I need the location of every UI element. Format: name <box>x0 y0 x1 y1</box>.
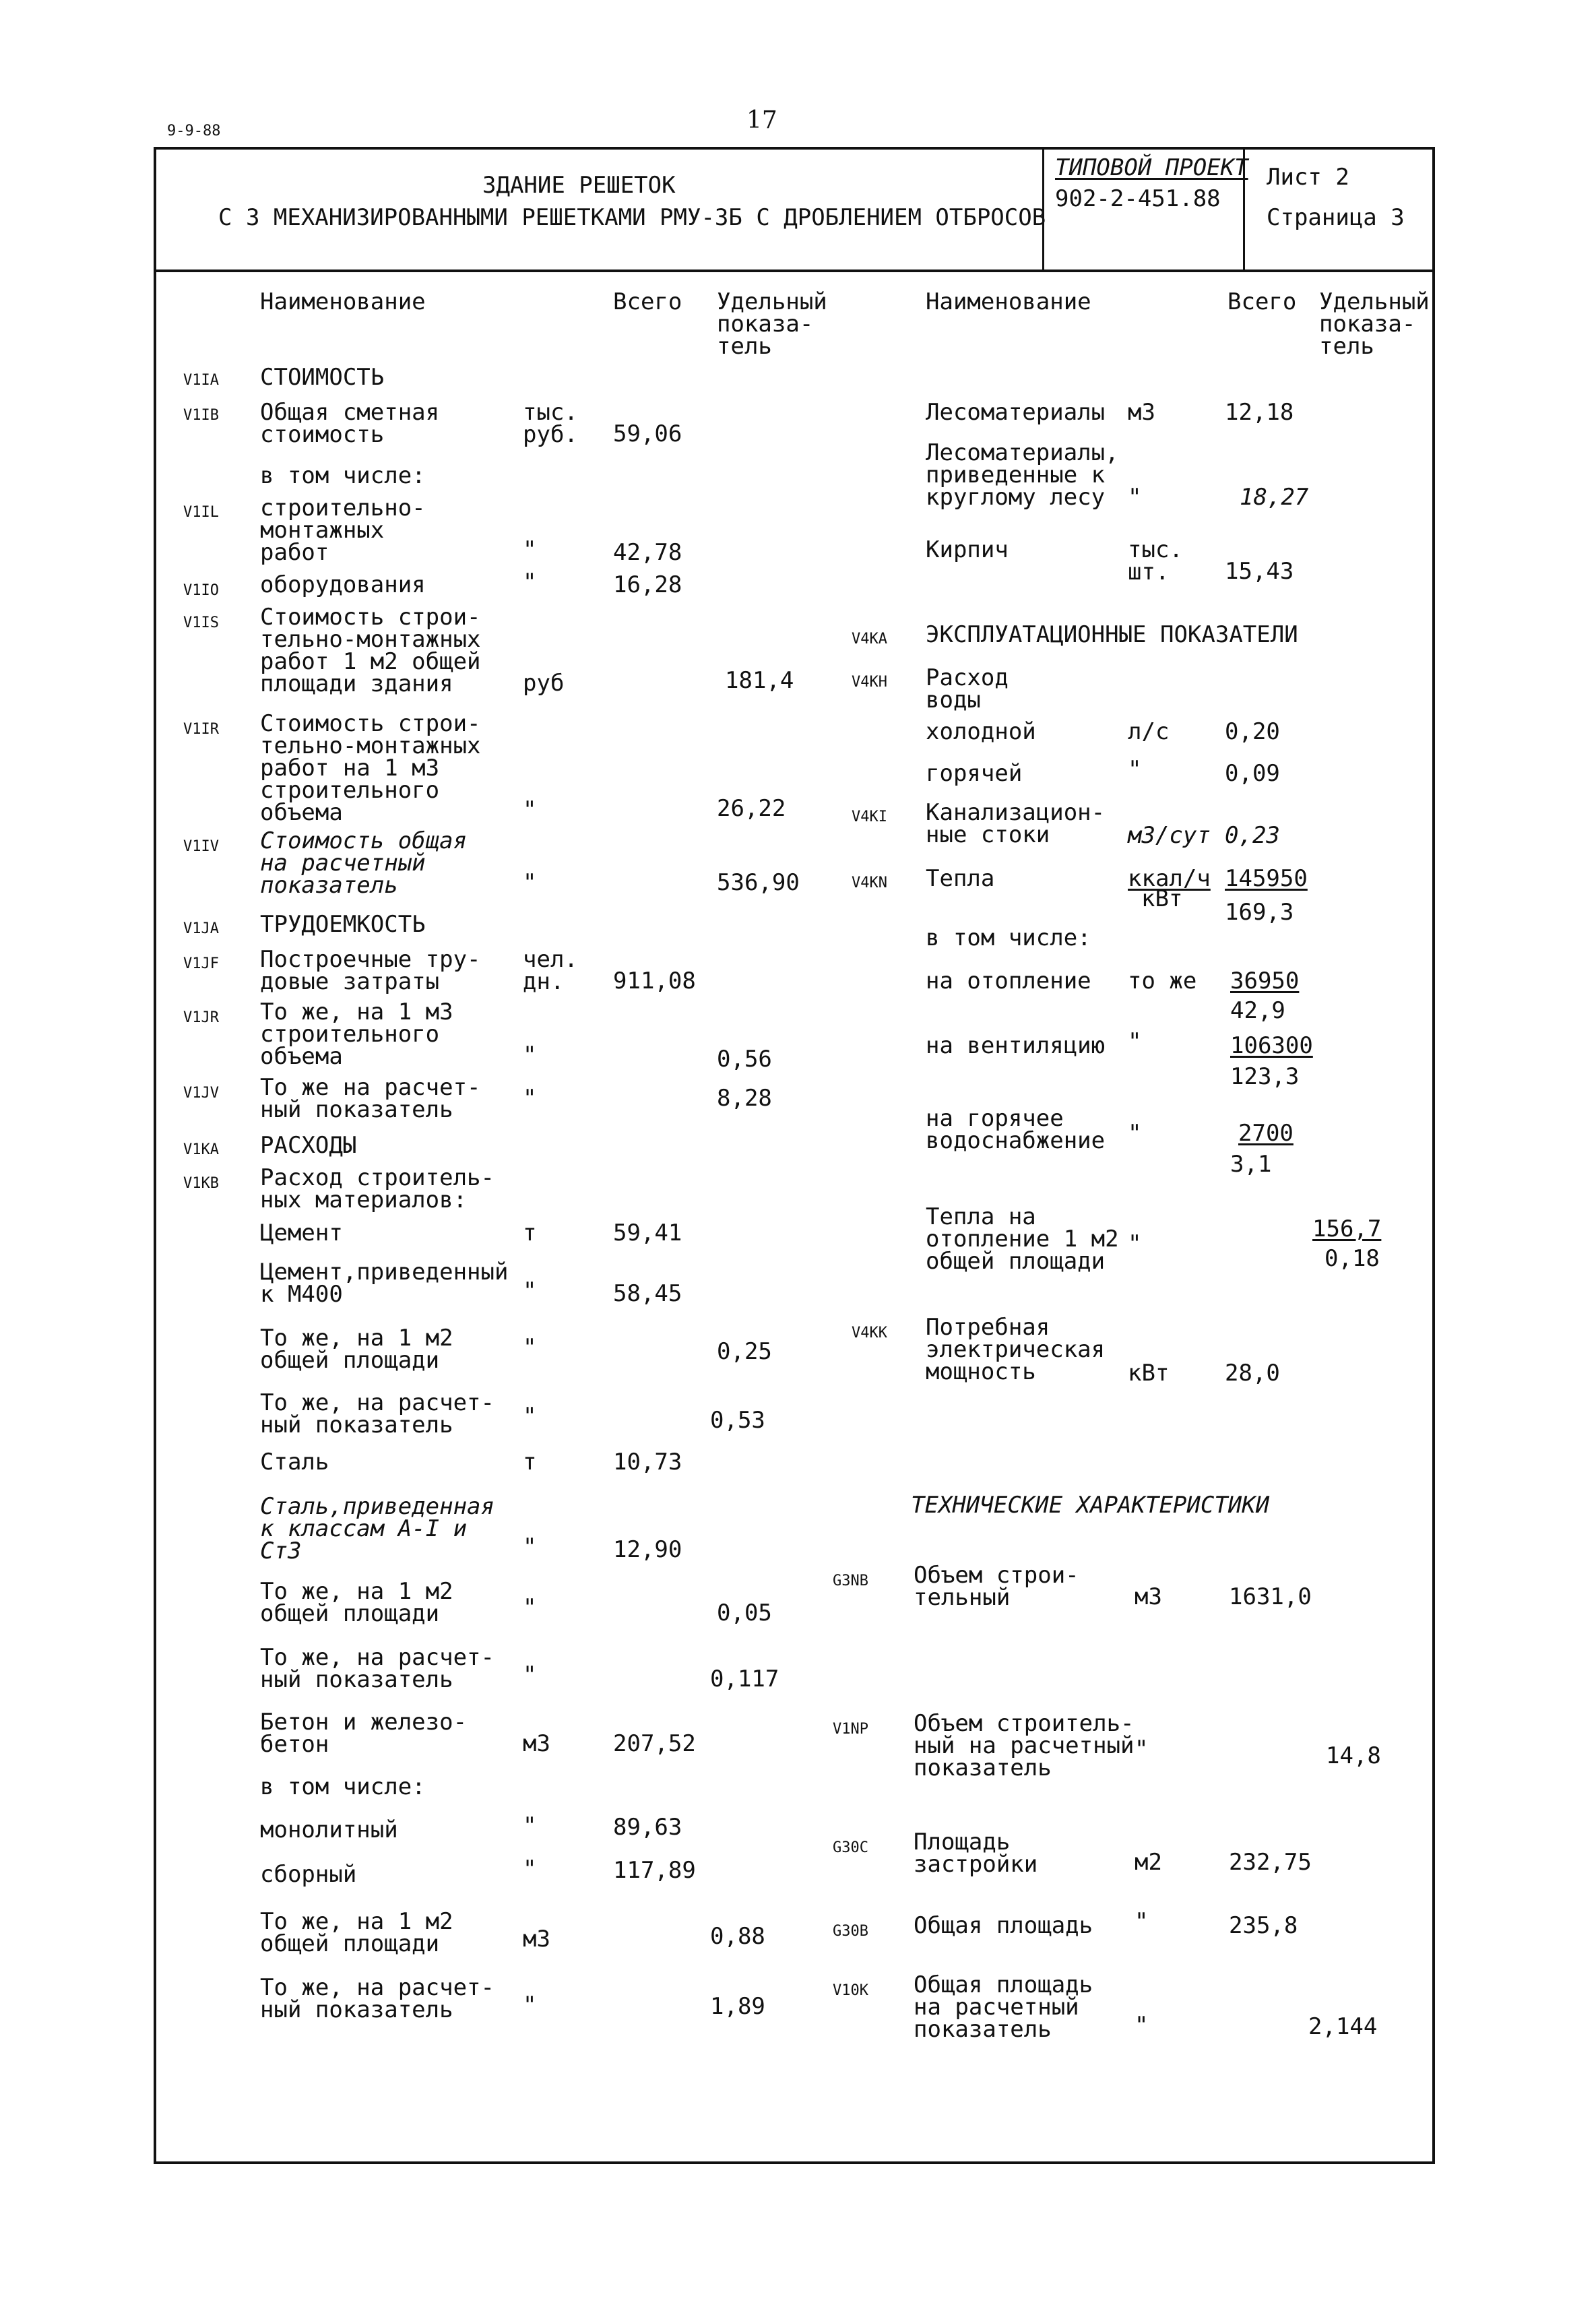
row-total: 16,28 <box>613 571 682 598</box>
row-label: Расход строитель- ных материалов: <box>260 1164 494 1213</box>
row-unit: м3 <box>1128 399 1155 426</box>
row-unit: м3/сут <box>1128 822 1211 849</box>
row-unit: " <box>523 536 537 563</box>
row-unit: " <box>523 1594 537 1621</box>
section-heading: ЭКСПЛУАТАЦИОННЫЕ ПОКАЗАТЕЛИ <box>926 621 1298 648</box>
row-total: 106300 <box>1230 1032 1313 1059</box>
row-label: То же, на расчет- ный показатель <box>260 1389 494 1438</box>
project-number: 902-2-451.88 <box>1055 185 1221 212</box>
row-label: Объем строи- тельный <box>914 1562 1079 1611</box>
row-unit: " <box>523 1334 537 1361</box>
row-label: То же, на расчет- ный показатель <box>260 1644 494 1693</box>
row-label: Тепла <box>926 865 995 892</box>
row-code: V4KH <box>852 674 887 691</box>
row-code: V1JV <box>183 1085 219 1102</box>
row-code: V1IV <box>183 838 219 855</box>
row-total: 15,43 <box>1225 558 1294 585</box>
row-specific: 2,144 <box>1308 2013 1378 2040</box>
row-specific: 0,05 <box>717 1600 772 1626</box>
row-label: Тепла на отопление 1 м2 общей площади <box>926 1203 1119 1275</box>
row-label: То же, на 1 м3 строительного объема <box>260 999 453 1070</box>
row-total: 59,06 <box>613 420 682 447</box>
row-unit: тыс. руб. <box>523 399 578 448</box>
document-code: 9-9-88 <box>167 123 221 139</box>
row-unit: " <box>523 1812 537 1839</box>
right-header-name: Наименование <box>926 288 1091 315</box>
row-label: Лесоматериалы, приведенные к круглому лесу <box>926 439 1119 511</box>
title-block-bottom-line <box>154 270 1432 272</box>
row-code: V1JF <box>183 955 219 972</box>
row-label: Стоимость строи- тельно-монтажных работ 1 м2 общей площади здания <box>260 604 481 697</box>
row-unit: чел. дн. <box>523 946 578 995</box>
row-label: Кирпич <box>926 536 1009 563</box>
row-total: 58,45 <box>613 1280 682 1307</box>
row-label: Общая сметная стоимость <box>260 399 440 448</box>
row-label: Построечные тру- довые затраты <box>260 946 481 995</box>
row-label: сборный <box>260 1861 357 1888</box>
row-total-secondary: 42,9 <box>1230 997 1285 1024</box>
section-heading: ТЕХНИЧЕСКИЕ ХАРАКТЕРИСТИКИ <box>911 1492 1270 1519</box>
title-line-2: С 3 МЕХАНИЗИРОВАННЫМИ РЕШЕТКАМИ РМУ-3Б С ДРОБЛЕНИЕМ ОТБРОСОВ <box>218 204 1046 231</box>
row-label: Объем строитель- ный на расчетный показатель <box>914 1710 1135 1781</box>
row-code: V4KI <box>852 809 887 825</box>
row-code: G3NB <box>833 1573 868 1589</box>
left-header-specific: Удельный показа- тель <box>717 288 827 360</box>
row-label: Стоимость строи- тельно-монтажных работ на 1 м3 строительного объема <box>260 710 481 826</box>
row-unit: " <box>1135 1908 1149 1935</box>
row-code: V1KB <box>183 1175 219 1192</box>
sheet-number: Лист 2 <box>1267 164 1349 191</box>
row-specific: 0,25 <box>717 1338 772 1365</box>
row-label: Площадь застройки <box>914 1829 1038 1878</box>
row-specific: 0,88 <box>710 1923 765 1950</box>
row-total: 18,27 <box>1240 484 1309 511</box>
row-unit: " <box>523 796 537 823</box>
row-unit-secondary: кВт <box>1141 885 1183 912</box>
row-specific: 14,8 <box>1326 1742 1381 1769</box>
row-unit: " <box>523 1992 537 2019</box>
row-label: То же, на 1 м2 общей площади <box>260 1578 453 1627</box>
row-total: 89,63 <box>613 1814 682 1841</box>
row-unit: м3 <box>523 1926 550 1953</box>
row-label: Потребная электрическая мощность <box>926 1314 1106 1385</box>
row-total: 12,90 <box>613 1536 682 1563</box>
title-line-1: ЗДАНИЕ РЕШЕТОК <box>482 172 676 199</box>
row-code: V4KK <box>852 1325 887 1341</box>
row-specific: 156,7 <box>1312 1215 1382 1242</box>
row-label: Расход воды <box>926 664 1009 714</box>
row-code: V4KA <box>852 631 887 647</box>
row-unit: " <box>1128 1230 1142 1257</box>
row-unit: л/с <box>1128 718 1170 745</box>
row-unit: " <box>1128 1120 1142 1147</box>
row-unit: " <box>523 869 537 896</box>
row-specific: 0,56 <box>717 1046 772 1073</box>
row-label: Сталь,приведенная к классам А-I и Ст3 <box>260 1493 494 1564</box>
row-total: 235,8 <box>1229 1912 1298 1939</box>
row-label: Общая площадь <box>914 1912 1093 1939</box>
row-total: 207,52 <box>613 1730 696 1757</box>
row-total: 59,41 <box>613 1220 682 1246</box>
row-unit: т <box>523 1220 537 1246</box>
row-label: Сталь <box>260 1449 329 1476</box>
row-unit: " <box>1135 1736 1149 1763</box>
row-label: Общая площадь на расчетный показатель <box>914 1971 1093 2043</box>
row-total-secondary: 169,3 <box>1225 899 1294 926</box>
row-specific: 0,53 <box>710 1407 765 1434</box>
row-total: 117,89 <box>613 1857 696 1884</box>
row-code: G30B <box>833 1923 868 1940</box>
right-header-specific: Удельный показа- тель <box>1319 288 1430 360</box>
left-header-name: Наименование <box>260 288 426 315</box>
row-unit: " <box>523 1856 537 1882</box>
row-specific: 181,4 <box>725 667 794 694</box>
row-unit: ккал/ч <box>1128 865 1211 892</box>
row-total: 0,20 <box>1225 718 1280 745</box>
row-unit: м3 <box>523 1730 550 1757</box>
row-label: в том числе: <box>260 462 426 489</box>
row-total: 1631,0 <box>1229 1583 1312 1610</box>
row-unit: то же <box>1128 968 1197 994</box>
row-unit: " <box>523 1661 537 1688</box>
row-unit: " <box>523 1085 537 1112</box>
row-label: То же на расчет- ный показатель <box>260 1074 481 1123</box>
row-code: V1JA <box>183 920 219 937</box>
row-unit: м3 <box>1135 1583 1162 1610</box>
row-specific: 536,90 <box>717 869 800 896</box>
row-unit: " <box>523 1277 537 1304</box>
row-unit: т <box>523 1449 537 1476</box>
row-label: на отопление <box>926 968 1091 994</box>
row-specific: 0,117 <box>710 1666 779 1692</box>
row-unit: " <box>523 1042 537 1069</box>
section-heading: РАСХОДЫ <box>260 1132 357 1159</box>
row-label: То же, на 1 м2 общей площади <box>260 1325 453 1374</box>
page-label: Страница 3 <box>1267 204 1405 231</box>
row-total-secondary: 3,1 <box>1230 1151 1272 1178</box>
row-code: V10K <box>833 1982 868 1999</box>
row-label: на вентиляцию <box>926 1032 1106 1059</box>
row-unit: м2 <box>1135 1849 1162 1876</box>
row-total: 12,18 <box>1225 399 1294 426</box>
row-total: 232,75 <box>1229 1849 1312 1876</box>
row-total: 145950 <box>1225 865 1308 892</box>
row-label: в том числе: <box>926 924 1091 951</box>
row-total: 42,78 <box>613 539 682 566</box>
page-number: 17 <box>746 106 777 134</box>
row-code: V1IL <box>183 504 219 521</box>
row-code: V1IR <box>183 721 219 738</box>
row-label: холодной <box>926 718 1036 745</box>
row-unit: " <box>1128 756 1142 783</box>
row-unit: " <box>523 569 537 596</box>
row-label: Бетон и железо- бетон <box>260 1709 468 1758</box>
row-specific-secondary: 0,18 <box>1324 1245 1380 1272</box>
row-label: на горячее водоснабжение <box>926 1105 1106 1154</box>
row-total: 10,73 <box>613 1449 682 1476</box>
row-code: V1JR <box>183 1009 219 1026</box>
row-code: V1IB <box>183 407 219 424</box>
section-heading: СТОИМОСТЬ <box>260 364 385 391</box>
row-total: 28,0 <box>1225 1360 1280 1387</box>
row-code: V4KN <box>852 875 887 891</box>
row-label: горячей <box>926 760 1023 787</box>
row-label: То же, на расчет- ный показатель <box>260 1974 494 2023</box>
row-unit: тыс. шт. <box>1128 536 1183 585</box>
row-unit: " <box>523 1533 537 1560</box>
row-specific: 26,22 <box>717 795 786 822</box>
row-unit: " <box>1135 2012 1149 2039</box>
row-unit: " <box>1128 484 1142 511</box>
row-total: 36950 <box>1230 968 1300 994</box>
row-unit: " <box>523 1403 537 1430</box>
row-code: V1IS <box>183 614 219 631</box>
row-label: в том числе: <box>260 1773 426 1800</box>
row-code: G30C <box>833 1839 868 1856</box>
row-label: Цемент <box>260 1220 343 1246</box>
row-specific: 1,89 <box>710 1993 765 2020</box>
row-total: 0,23 <box>1225 822 1280 849</box>
row-code: V1KA <box>183 1141 219 1158</box>
row-unit: кВт <box>1128 1360 1170 1387</box>
row-label: Стоимость общая на расчетный показатель <box>260 827 468 899</box>
row-specific: 8,28 <box>717 1085 772 1112</box>
row-label: Лесоматериалы <box>926 399 1106 426</box>
row-label: монолитный <box>260 1816 398 1843</box>
row-unit: " <box>1128 1028 1142 1055</box>
row-label: оборудования <box>260 571 426 598</box>
row-code: V1NP <box>833 1721 868 1738</box>
right-header-total: Всего <box>1227 288 1297 315</box>
row-code: V1IA <box>183 372 219 389</box>
row-label: строительно- монтажных работ <box>260 495 426 566</box>
row-unit: руб <box>523 670 565 697</box>
row-total-secondary: 123,3 <box>1230 1063 1300 1090</box>
row-total: 0,09 <box>1225 760 1280 787</box>
row-label: Канализацион- ные стоки <box>926 799 1106 848</box>
row-label: То же, на 1 м2 общей площади <box>260 1908 453 1957</box>
row-total: 911,08 <box>613 968 696 994</box>
left-header-total: Всего <box>613 288 682 315</box>
row-code: V1IO <box>183 582 219 599</box>
project-label: ТИПОВОЙ ПРОЕКТ <box>1055 154 1248 181</box>
row-total: 2700 <box>1238 1120 1294 1147</box>
row-label: Цемент,приведенный к М400 <box>260 1259 509 1308</box>
section-heading: ТРУДОЕМКОСТЬ <box>260 911 426 938</box>
